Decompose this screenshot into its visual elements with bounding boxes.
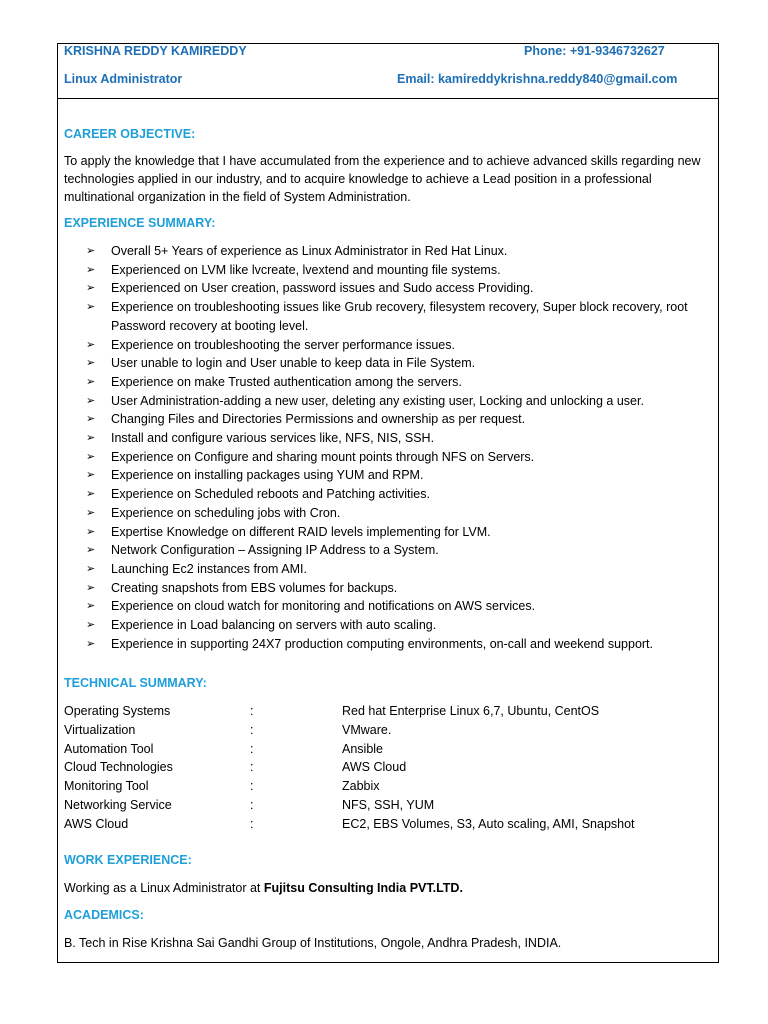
tech-summary-label: Cloud Technologies bbox=[64, 760, 173, 775]
arrow-bullet-icon: ➢ bbox=[86, 544, 96, 557]
experience-item bbox=[86, 354, 716, 373]
tech-summary-label: Networking Service bbox=[64, 797, 172, 812]
job-title: Linux Administrator bbox=[64, 72, 183, 86]
tech-summary-value: Ansible bbox=[342, 741, 383, 756]
tech-summary-separator: : bbox=[250, 704, 254, 718]
experience-summary-list bbox=[86, 242, 716, 653]
experience-item bbox=[86, 466, 716, 485]
experience-item-text: Changing Files and Directories Permissions and ownership as per request. bbox=[111, 412, 526, 427]
experience-item-text: Experience on make Trusted authentication among the servers. bbox=[111, 374, 462, 389]
tech-summary-value: EC2, EBS Volumes, S3, Auto scaling, AMI, Snapshot bbox=[342, 816, 635, 831]
work-experience-heading: WORK EXPERIENCE: bbox=[64, 853, 192, 867]
tech-summary-value: VMware. bbox=[342, 722, 392, 737]
experience-item bbox=[86, 523, 716, 542]
experience-item-text: Creating snapshots from EBS volumes for backups. bbox=[111, 580, 398, 595]
arrow-bullet-icon: ➢ bbox=[86, 301, 96, 314]
arrow-bullet-icon: ➢ bbox=[86, 263, 96, 276]
tech-summary-separator: : bbox=[250, 797, 254, 812]
tech-summary-row bbox=[64, 815, 714, 834]
arrow-bullet-icon: ➢ bbox=[86, 394, 96, 407]
experience-item bbox=[86, 485, 716, 504]
experience-item bbox=[86, 541, 716, 560]
experience-item-text: Experience on cloud watch for monitoring and notifications on AWS services. bbox=[111, 599, 536, 614]
arrow-bullet-icon: ➢ bbox=[86, 338, 96, 351]
arrow-bullet-icon: ➢ bbox=[86, 282, 96, 295]
experience-item-text: Expertise Knowledge on different RAID levels implementing for LVM. bbox=[111, 524, 491, 539]
tech-summary-row bbox=[64, 721, 714, 740]
tech-summary-value: Red hat Enterprise Linux 6,7, Ubuntu, CentOS bbox=[342, 704, 600, 718]
experience-item-text: Overall 5+ Years of experience as Linux Administrator in Red Hat Linux. bbox=[111, 244, 508, 258]
experience-item-text: Experience on troubleshooting issues like Grub recovery, filesystem recovery, Super block recovery, root Password recovery at booting level. bbox=[111, 300, 688, 333]
work-experience-text bbox=[64, 879, 714, 897]
experience-item-text: Experience in supporting 24X7 production computing environments, on-call and weekend support. bbox=[111, 636, 653, 651]
technical-summary-table bbox=[64, 702, 714, 834]
arrow-bullet-icon: ➢ bbox=[86, 413, 96, 426]
tech-summary-row bbox=[64, 758, 714, 777]
experience-item-text: Experienced on LVM like lvcreate, lvextend and mounting file systems. bbox=[111, 262, 501, 277]
arrow-bullet-icon: ➢ bbox=[86, 619, 96, 632]
experience-summary-heading: EXPERIENCE SUMMARY: bbox=[64, 216, 216, 230]
arrow-bullet-icon: ➢ bbox=[86, 581, 96, 594]
tech-summary-label: AWS Cloud bbox=[64, 816, 129, 831]
tech-summary-label: Monitoring Tool bbox=[64, 779, 149, 794]
tech-summary-row bbox=[64, 702, 714, 721]
experience-item bbox=[86, 635, 716, 654]
email-address: Email: kamireddykrishna.reddy840@gmail.com bbox=[397, 72, 678, 86]
experience-item bbox=[86, 579, 716, 598]
tech-summary-separator: : bbox=[250, 741, 254, 756]
career-objective-text: To apply the knowledge that I have accumulated from the experience and to achieve advanced skills regarding new technologies applied in our industry, and to acquire knowledge to achieve a Lead position in a professional multinational organization in the field of System Administration. bbox=[64, 154, 701, 204]
tech-summary-separator: : bbox=[250, 816, 254, 831]
tech-summary-separator: : bbox=[250, 760, 254, 775]
experience-item-text: Install and configure various services like, NFS, NIS, SSH. bbox=[111, 431, 435, 446]
arrow-bullet-icon: ➢ bbox=[86, 600, 96, 613]
experience-item bbox=[86, 279, 716, 298]
tech-summary-separator: : bbox=[250, 779, 254, 794]
experience-item-text: User unable to login and User unable to keep data in File System. bbox=[111, 356, 476, 371]
experience-item bbox=[86, 597, 716, 616]
experience-item-text: Experience in Load balancing on servers with auto scaling. bbox=[111, 618, 437, 633]
experience-item bbox=[86, 429, 716, 448]
academics-heading: ACADEMICS: bbox=[64, 908, 144, 922]
arrow-bullet-icon: ➢ bbox=[86, 488, 96, 501]
work-experience-prefix: Working as a Linux Administrator at bbox=[64, 881, 264, 895]
experience-item bbox=[86, 410, 716, 429]
arrow-bullet-icon: ➢ bbox=[86, 432, 96, 445]
experience-item-text: Experience on troubleshooting the server performance issues. bbox=[111, 337, 455, 352]
arrow-bullet-icon: ➢ bbox=[86, 506, 96, 519]
experience-item bbox=[86, 336, 716, 355]
experience-item-text: Launching Ec2 instances from AMI. bbox=[111, 561, 307, 576]
experience-item-text: Experience on scheduling jobs with Cron. bbox=[111, 505, 341, 520]
tech-summary-label: Automation Tool bbox=[64, 741, 154, 756]
arrow-bullet-icon: ➢ bbox=[86, 637, 96, 650]
experience-item-text: User Administration-adding a new user, deleting any existing user, Locking and unlocking a user. bbox=[111, 393, 644, 408]
technical-summary-heading: TECHNICAL SUMMARY: bbox=[64, 676, 207, 690]
header-divider bbox=[57, 98, 719, 99]
experience-item-text: Experience on Configure and sharing mount points through NFS on Servers. bbox=[111, 449, 535, 464]
experience-item bbox=[86, 373, 716, 392]
tech-summary-value: AWS Cloud bbox=[342, 760, 407, 775]
experience-item bbox=[86, 242, 716, 261]
experience-item-text: Experience on Scheduled reboots and Patching activities. bbox=[111, 487, 430, 502]
experience-item bbox=[86, 448, 716, 467]
arrow-bullet-icon: ➢ bbox=[86, 469, 96, 482]
academics-text: B. Tech in Rise Krishna Sai Gandhi Group of Institutions, Ongole, Andhra Pradesh, INDIA. bbox=[64, 936, 562, 950]
tech-summary-value: NFS, SSH, YUM bbox=[342, 797, 435, 812]
experience-item-text: Experienced on User creation, password issues and Sudo access Providing. bbox=[111, 281, 534, 296]
phone-number: Phone: +91-9346732627 bbox=[524, 44, 665, 58]
experience-item bbox=[86, 261, 716, 280]
experience-item bbox=[86, 392, 716, 411]
experience-item bbox=[86, 504, 716, 523]
tech-summary-separator: : bbox=[250, 722, 254, 737]
experience-item-text: Network Configuration – Assigning IP Address to a System. bbox=[111, 543, 439, 558]
tech-summary-value: Zabbix bbox=[342, 779, 380, 794]
tech-summary-row bbox=[64, 796, 714, 815]
arrow-bullet-icon: ➢ bbox=[86, 245, 96, 257]
company-name: Fujitsu Consulting India PVT.LTD. bbox=[263, 881, 463, 895]
tech-summary-label: Virtualization bbox=[64, 722, 136, 737]
experience-item bbox=[86, 298, 716, 335]
arrow-bullet-icon: ➢ bbox=[86, 562, 96, 575]
experience-item bbox=[86, 560, 716, 579]
arrow-bullet-icon: ➢ bbox=[86, 375, 96, 388]
arrow-bullet-icon: ➢ bbox=[86, 450, 96, 463]
arrow-bullet-icon: ➢ bbox=[86, 525, 96, 538]
candidate-name: KRISHNA REDDY KAMIREDDY bbox=[64, 44, 247, 58]
experience-item-text: Experience on installing packages using YUM and RPM. bbox=[111, 468, 424, 483]
experience-item bbox=[86, 616, 716, 635]
tech-summary-row bbox=[64, 740, 714, 759]
tech-summary-row bbox=[64, 777, 714, 796]
arrow-bullet-icon: ➢ bbox=[86, 357, 96, 370]
career-objective-heading: CAREER OBJECTIVE: bbox=[64, 127, 196, 141]
tech-summary-label: Operating Systems bbox=[64, 704, 171, 718]
